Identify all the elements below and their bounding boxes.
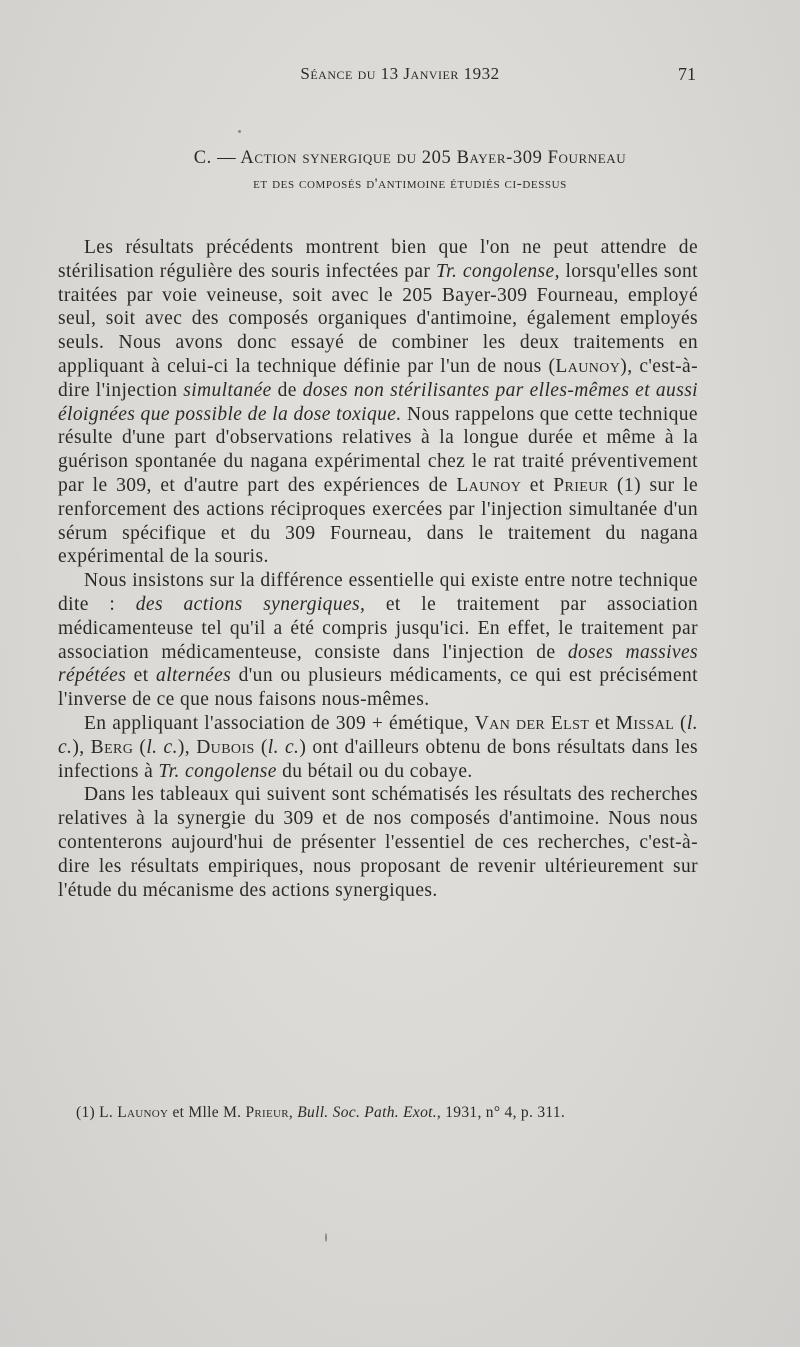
running-title: Séance du 13 Janvier 1932 xyxy=(300,64,500,83)
footnote xyxy=(76,1104,716,1122)
paragraph-1 xyxy=(58,236,698,569)
text-run: d'un ou plusieurs médicaments, ce qui est précisément l'inverse de ce que nous faisons nous-mêmes. xyxy=(58,665,698,711)
text-run: En appliquant l'association de 309 + émétique, xyxy=(84,712,475,734)
italic-run: simultanée xyxy=(183,379,272,401)
journal-title: Bull. Soc. Path. Exot. xyxy=(297,1104,437,1121)
italic-run: Tr. congolense, xyxy=(435,260,560,282)
author-name: Dubois xyxy=(196,736,255,758)
paragraph-4 xyxy=(58,783,698,902)
paper-speck xyxy=(238,130,241,133)
text-run: de xyxy=(271,379,303,401)
text-run: et xyxy=(521,474,554,496)
paragraph-2 xyxy=(58,569,698,712)
author-name: Missal xyxy=(615,712,675,734)
text-run: ( xyxy=(133,736,147,758)
italic-run: l. c. xyxy=(146,736,178,758)
text-run: et xyxy=(589,712,616,734)
text-run: ), c'est-à-dire l'injection xyxy=(58,355,698,401)
author-name: Berg xyxy=(90,736,134,758)
italic-run: alternées xyxy=(156,665,232,687)
author-name: Launoy xyxy=(117,1104,169,1121)
author-name: Prieur xyxy=(553,474,609,496)
author-name: Van der Elst xyxy=(474,712,590,734)
text-run: (1) sur le renforcement des actions réciproques exercées par l'injection simultanée d'un sérum spécifique et du 309 Fourneau, dans le traitement du nagana expérimental de la souris. xyxy=(58,474,698,568)
author-name: Prieur xyxy=(245,1104,289,1121)
text-run: et Mlle M. xyxy=(168,1104,246,1121)
text-run: ) ont d'ailleurs obtenu de bons résultats dans les infections à xyxy=(58,736,699,782)
running-head xyxy=(0,64,800,92)
italic-run: doses massives répétées xyxy=(58,641,698,687)
text-run: ), xyxy=(177,736,197,758)
italic-run: Tr. congolense xyxy=(158,760,277,782)
text-run: Les résultats précédents montrent bien que l'on ne peut attendre de stérilisation régulière des souris infectées par xyxy=(58,237,698,282)
author-name: Launoy xyxy=(555,355,621,377)
section-heading-line-1: C. — Action synergique du 205 Bayer-309 Fourneau xyxy=(193,148,627,168)
paper-speck xyxy=(325,1233,327,1242)
text-run: Nous insistons sur la différence essentielle qui existe entre notre technique dite : xyxy=(58,570,698,615)
italic-run: l. c. xyxy=(58,712,698,758)
section-heading-line-2: et des composés d'antimoine étudiés ci-dessus xyxy=(253,176,567,192)
text-run: lorsqu'elles sont traitées par voie veineuse, soit avec le 205 Bayer-309 Fourneau, employé seul, soit avec des composés organiques d'antimoine, également employés seuls. Nous avons donc essayé de combiner les deux traitements en appliquant à celui-ci la technique définie par l'un de nous ( xyxy=(58,260,698,377)
section-heading xyxy=(60,145,760,195)
text-run: , 1931, n° 4, p. 311. xyxy=(436,1104,566,1121)
body-text xyxy=(58,236,698,902)
italic-run: doses non stérilisantes par elles-mêmes et aussi éloignées que possible de la dose toxique. xyxy=(58,379,698,425)
text-run: ( xyxy=(254,736,268,758)
text-run: et le traitement par association médicamenteuse tel qu'il a été compris jusqu'ici. En effet, le traitement par association médicamenteuse, consiste dans l'injection de xyxy=(58,593,698,663)
text-run: , xyxy=(288,1104,298,1121)
text-run: Nous rappelons que cette technique résulte d'une part d'observations relatives à la longue durée et même à la guérison spontanée du nagana expérimental chez le rat traité préventivement par le 309, et d'autre part des expériences de xyxy=(58,403,698,496)
author-name: Launoy xyxy=(456,474,522,496)
text-run: ), xyxy=(72,736,91,758)
text-run: du bétail ou du cobaye. xyxy=(276,760,473,782)
italic-run: l. c. xyxy=(267,736,300,758)
italic-run: des actions synergiques, xyxy=(135,593,366,615)
text-run: et xyxy=(126,665,157,687)
text-run: ( xyxy=(674,712,687,734)
footnote-marker: (1) xyxy=(76,1104,95,1121)
page-number: 71 xyxy=(678,64,696,84)
paragraph-3 xyxy=(58,712,698,783)
text-run: L. xyxy=(94,1104,118,1121)
text-run: Dans les tableaux qui suivent sont schématisés les résultats des recherches relatives à la synergie du 309 et de nos composés d'antimoine. Nous nous contenterons aujourd'hui de présenter l'essentiel de ces recherches, c'est-à-dire les résultats empiriques, nous proposant de revenir ultérieurement sur l'étude du mécanisme des actions synergiques. xyxy=(58,784,698,901)
